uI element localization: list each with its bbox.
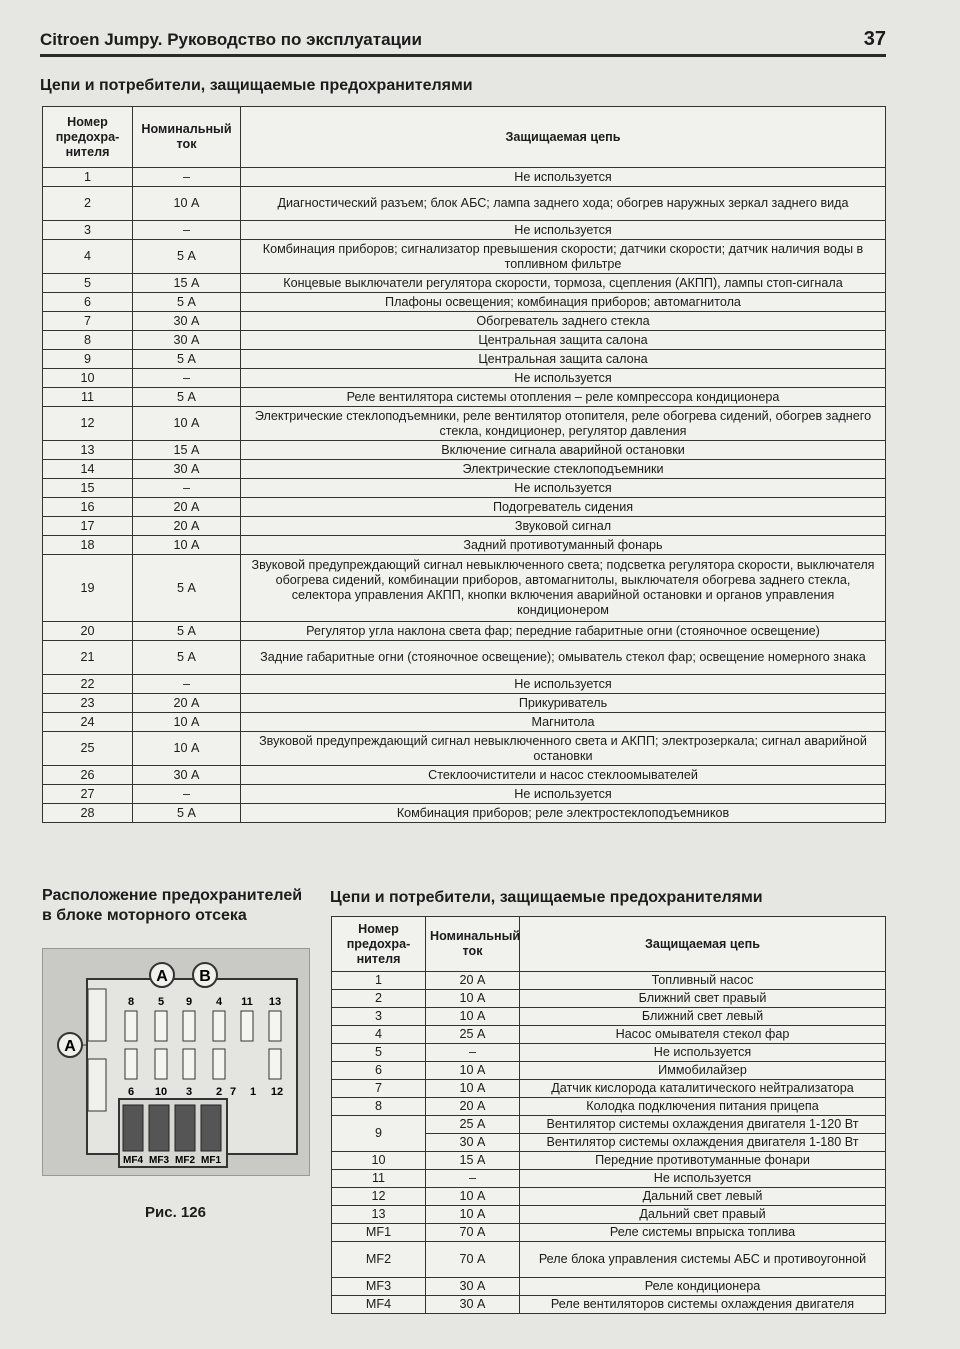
marker-a-top-label: A [156,968,168,985]
fuse-number: 16 [43,498,133,517]
marker-a-left-label: A [64,1038,76,1055]
table-row [332,1278,886,1296]
fuse-current: 5 А [133,622,241,641]
maxi-fuse-label: MF1 [201,1155,221,1166]
table-row [332,1224,886,1242]
fuse-current: 30 А [426,1134,520,1152]
fuse-number: 11 [332,1170,426,1188]
fuse-number: 11 [43,388,133,407]
fuse-circuit: Комбинация приборов; реле электростеклоподъемников [241,804,886,823]
fuse-current: 20 А [426,972,520,990]
fuse-circuit: Электрические стеклоподъемники, реле вентилятор отопителя, реле обогрева сидений, обогрев заднего стекла, кондиционер, регулятор давления [241,407,886,441]
fuse-circuit: Задние габаритные огни (стояночное освещение); омыватель стекол фар; освещение номерного знака [241,641,886,675]
fuse-number: 5 [43,274,133,293]
table-row [43,555,886,622]
fuse-number: 4 [332,1026,426,1044]
table-row [332,1188,886,1206]
table-row [43,498,886,517]
fuse-number: 27 [43,785,133,804]
fuse-current: – [133,168,241,187]
fuse-current: – [426,1170,520,1188]
table-row [332,1044,886,1062]
table-row [43,240,886,274]
fuse-slot-label: 12 [270,1086,284,1098]
fuse-circuit: Реле блока управления системы АБС и противоугонной [520,1242,886,1278]
fuse-circuit: Задний противотуманный фонарь [241,536,886,555]
fuse-circuit: Реле вентилятора системы отопления – реле компрессора кондиционера [241,388,886,407]
fuse-circuit: Реле вентиляторов системы охлаждения двигателя [520,1296,886,1314]
fuse-current: 20 А [426,1098,520,1116]
table-row [43,694,886,713]
table-row [43,675,886,694]
fuse-slot-label: 4 [215,996,223,1008]
table-row [332,1098,886,1116]
table-row [43,622,886,641]
fuse-number: 24 [43,713,133,732]
fuse-circuit: Обогреватель заднего стекла [241,312,886,331]
fuse-slot-label: 5 [157,996,165,1008]
fuse-circuit: Не используется [241,168,886,187]
main-table-title: Цепи и потребители, защищаемые предохранителями [40,77,473,94]
fuse-circuit: Плафоны освещения; комбинация приборов; автомагнитола [241,293,886,312]
table-row [332,1170,886,1188]
fuse-current: 10 А [133,187,241,221]
fuse-circuit: Звуковой сигнал [241,517,886,536]
table-row [43,732,886,766]
fuse-slot [213,1049,225,1079]
fuse-circuit: Вентилятор системы охлаждения двигателя 1-180 Вт [520,1134,886,1152]
fuse-slot [183,1011,195,1041]
fuse-number: 10 [43,369,133,388]
engine-table-title: Цепи и потребители, защищаемые предохранителями [330,889,763,906]
fuse-number: 26 [43,766,133,785]
column-header-number: Номер предохра-нителя [332,917,426,972]
fuse-circuit: Насос омывателя стекол фар [520,1026,886,1044]
fuse-number: 1 [332,972,426,990]
maxi-fuse-label: MF3 [149,1155,169,1166]
fuse-number: 6 [43,293,133,312]
fuse-current: 10 А [426,1206,520,1224]
fuse-current: 25 А [426,1026,520,1044]
fuse-slot [155,1011,167,1041]
maxi-fuse [201,1105,221,1151]
fuse-circuit: Колодка подключения питания прицепа [520,1098,886,1116]
fuse-number: MF3 [332,1278,426,1296]
table-row [43,168,886,187]
fuse-number: 14 [43,460,133,479]
table-row [332,1008,886,1026]
fuse-current: 10 А [133,407,241,441]
fuse-current: 30 А [133,460,241,479]
table-row [332,1206,886,1224]
fuse-number: 7 [332,1080,426,1098]
fuse-circuit: Звуковой предупреждающий сигнал невыключенного света; подсветка регулятора скорости, выключателя обогрева сидений, комбинации приборов, автомагнитолы, выключателя обогрева заднего стекла, селектора управления АКПП, кнопки включения аварийной остановки и органов управления кондиционером [241,555,886,622]
maxi-fuse-label: MF2 [175,1155,195,1166]
main-fuse-table [42,106,886,823]
table-row [43,331,886,350]
fuse-current: 30 А [133,312,241,331]
fuse-circuit: Дальний свет правый [520,1206,886,1224]
fuse-number: MF4 [332,1296,426,1314]
fuse-circuit: Магнитола [241,713,886,732]
table-row [43,293,886,312]
fuse-current: 5 А [133,388,241,407]
fuse-current: 15 А [133,441,241,460]
table-row [43,479,886,498]
table-row [43,388,886,407]
fuse-current: 30 А [133,331,241,350]
fuse-current: 25 А [426,1116,520,1134]
fuse-circuit: Не используется [241,785,886,804]
fuse-current: 10 А [426,1188,520,1206]
fuse-number: MF2 [332,1242,426,1278]
table-row [43,369,886,388]
engine-section-title: Расположение предохранителей в блоке моторного отсека [42,887,303,924]
fuse-circuit: Комбинация приборов; сигнализатор превышения скорости; датчики скорости; датчик наличия воды в топливном фильтре [241,240,886,274]
fuse-number: 18 [43,536,133,555]
fuse-current: 20 А [133,498,241,517]
fuse-number: 2 [43,187,133,221]
fuse-current: 10 А [426,990,520,1008]
table-header-row [332,917,886,972]
fuse-number: 15 [43,479,133,498]
fuse-slot-label: 8 [127,996,135,1008]
table-row [43,641,886,675]
column-header-circuit: Защищаемая цепь [241,107,886,168]
fuse-number: 1 [43,168,133,187]
fuse-slot-label: 11 [241,996,253,1008]
fuse-number: 12 [332,1188,426,1206]
fuse-current: 5 А [133,641,241,675]
engine-fuse-table [331,916,886,1314]
fuse-number: 17 [43,517,133,536]
table-row [332,1026,886,1044]
fuse-number: 8 [43,331,133,350]
table-row [43,312,886,331]
fuse-slot [125,1011,137,1041]
table-row [43,221,886,240]
fuse-number: 2 [332,990,426,1008]
fuse-slot [269,1049,281,1079]
fuse-circuit: Не используется [520,1170,886,1188]
fuse-slot [241,1011,253,1041]
fuse-current: 10 А [426,1080,520,1098]
fuse-number: MF1 [332,1224,426,1242]
maxi-fuse [123,1105,143,1151]
fuse-circuit: Дальний свет левый [520,1188,886,1206]
fuse-circuit: Диагностический разъем; блок АБС; лампа заднего хода; обогрев наружных зеркал заднего вида [241,187,886,221]
fuse-slot-label: 9 [185,996,193,1008]
fuse-current: – [133,479,241,498]
fuse-number: 3 [43,221,133,240]
fuse-slot-label: 3 [185,1086,193,1098]
fuse-slot-label: 2 [215,1086,223,1098]
table-row [332,1242,886,1278]
table-row [43,517,886,536]
fuse-current: 30 А [426,1278,520,1296]
table-row [43,350,886,369]
fuse-current: – [133,675,241,694]
fuse-circuit: Не используется [241,369,886,388]
running-title: Citroen Jumpy. Руководство по эксплуатации [40,30,422,49]
fuse-circuit: Вентилятор системы охлаждения двигателя 1-120 Вт [520,1116,886,1134]
fuse-current: 30 А [133,766,241,785]
table-header-row [43,107,886,168]
fuse-current: 20 А [133,694,241,713]
fuse-current: 70 А [426,1242,520,1278]
fuse-slot-label: 13 [268,996,282,1008]
fuse-slot [213,1011,225,1041]
fuse-circuit: Звуковой предупреждающий сигнал невыключенного света и АКПП; электрозеркала; сигнал аварийной остановки [241,732,886,766]
fuse-slot [155,1049,167,1079]
column-header-number: Номер предохра-нителя [43,107,133,168]
table-row [43,713,886,732]
fuse-current: – [133,785,241,804]
fuse-number: 21 [43,641,133,675]
table-row [43,785,886,804]
table-row [332,1116,886,1134]
table-row [332,972,886,990]
column-header-current: Номинальный ток [426,917,520,972]
fuse-number: 10 [332,1152,426,1170]
table-row [332,1152,886,1170]
fuse-number: 8 [332,1098,426,1116]
fuse-current: 5 А [133,240,241,274]
page-header [40,28,886,57]
fuse-current: – [133,221,241,240]
fuse-current: 5 А [133,555,241,622]
table-row [43,536,886,555]
fuse-slot [183,1049,195,1079]
fuse-number: 5 [332,1044,426,1062]
table-row [43,187,886,221]
fuse-current: – [426,1044,520,1062]
fuse-number: 9 [43,350,133,369]
figure-caption: Рис. 126 [145,1204,206,1221]
fuse-number: 4 [43,240,133,274]
table-row [43,274,886,293]
fuse-circuit: Передние противотуманные фонари [520,1152,886,1170]
fuse-current: 15 А [426,1152,520,1170]
fuse-number: 25 [43,732,133,766]
fuse-circuit: Реле кондиционера [520,1278,886,1296]
fuse-number: 6 [332,1062,426,1080]
fuse-circuit: Не используется [520,1044,886,1062]
fuse-circuit: Центральная защита салона [241,350,886,369]
page-number: 37 [863,28,886,50]
maxi-fuse [149,1105,169,1151]
fuse-circuit: Иммобилайзер [520,1062,886,1080]
fuse-circuit: Ближний свет левый [520,1008,886,1026]
fuse-slot-label: 7 [229,1086,237,1098]
fuse-circuit: Регулятор угла наклона света фар; передние габаритные огни (стояночное освещение) [241,622,886,641]
fuse-number: 20 [43,622,133,641]
table-row [43,766,886,785]
table-row [332,1080,886,1098]
fuse-circuit: Не используется [241,221,886,240]
fuse-number: 13 [43,441,133,460]
fuse-circuit: Датчик кислорода каталитического нейтрализатора [520,1080,886,1098]
fuse-circuit: Топливный насос [520,972,886,990]
fuse-current: 30 А [426,1296,520,1314]
fuse-circuit: Подогреватель сидения [241,498,886,517]
fuse-slot-label: 10 [154,1086,168,1098]
fuse-current: – [133,369,241,388]
fuse-current: 5 А [133,350,241,369]
fuse-slot [269,1011,281,1041]
fuse-circuit: Центральная защита салона [241,331,886,350]
fuse-number: 28 [43,804,133,823]
fuse-number: 13 [332,1206,426,1224]
table-row [332,1062,886,1080]
fuse-current: 70 А [426,1224,520,1242]
table-row [43,460,886,479]
column-header-current: Номинальный ток [133,107,241,168]
fuse-current: 10 А [133,536,241,555]
fuse-box-drawing [43,949,309,1175]
fuse-circuit: Включение сигнала аварийной остановки [241,441,886,460]
table-row [43,441,886,460]
table-row [332,990,886,1008]
fuse-number: 7 [43,312,133,331]
table-row [332,1296,886,1314]
fuse-number: 9 [332,1116,426,1152]
fuse-number: 22 [43,675,133,694]
fuse-current: 5 А [133,804,241,823]
fuse-current: 20 А [133,517,241,536]
fuse-current: 10 А [426,1008,520,1026]
fuse-circuit: Прикуриватель [241,694,886,713]
fuse-circuit: Концевые выключатели регулятора скорости, тормоза, сцепления (АКПП), лампы стоп-сигнала [241,274,886,293]
fuse-number: 23 [43,694,133,713]
fuse-current: 15 А [133,274,241,293]
fuse-current: 10 А [426,1062,520,1080]
fuse-number: 19 [43,555,133,622]
marker-b-label: B [199,968,211,985]
fuse-circuit: Не используется [241,479,886,498]
fuse-current: 5 А [133,293,241,312]
fuse-number: 3 [332,1008,426,1026]
fuse-circuit: Стеклоочистители и насос стеклоомывателей [241,766,886,785]
table-row [43,804,886,823]
fuse-box-diagram [42,948,310,1176]
fuse-circuit: Не используется [241,675,886,694]
fuse-current: 10 А [133,732,241,766]
fuse-slot-label: 6 [127,1086,135,1098]
column-header-circuit: Защищаемая цепь [520,917,886,972]
maxi-fuse [175,1105,195,1151]
fuse-circuit: Реле системы впрыска топлива [520,1224,886,1242]
table-row [43,407,886,441]
fuse-circuit: Ближний свет правый [520,990,886,1008]
fuse-slot [125,1049,137,1079]
fuse-number: 12 [43,407,133,441]
maxi-fuse-label: MF4 [123,1155,143,1166]
fuse-circuit: Электрические стеклоподъемники [241,460,886,479]
fuse-slot-label: 1 [249,1086,257,1098]
fuse-current: 10 А [133,713,241,732]
